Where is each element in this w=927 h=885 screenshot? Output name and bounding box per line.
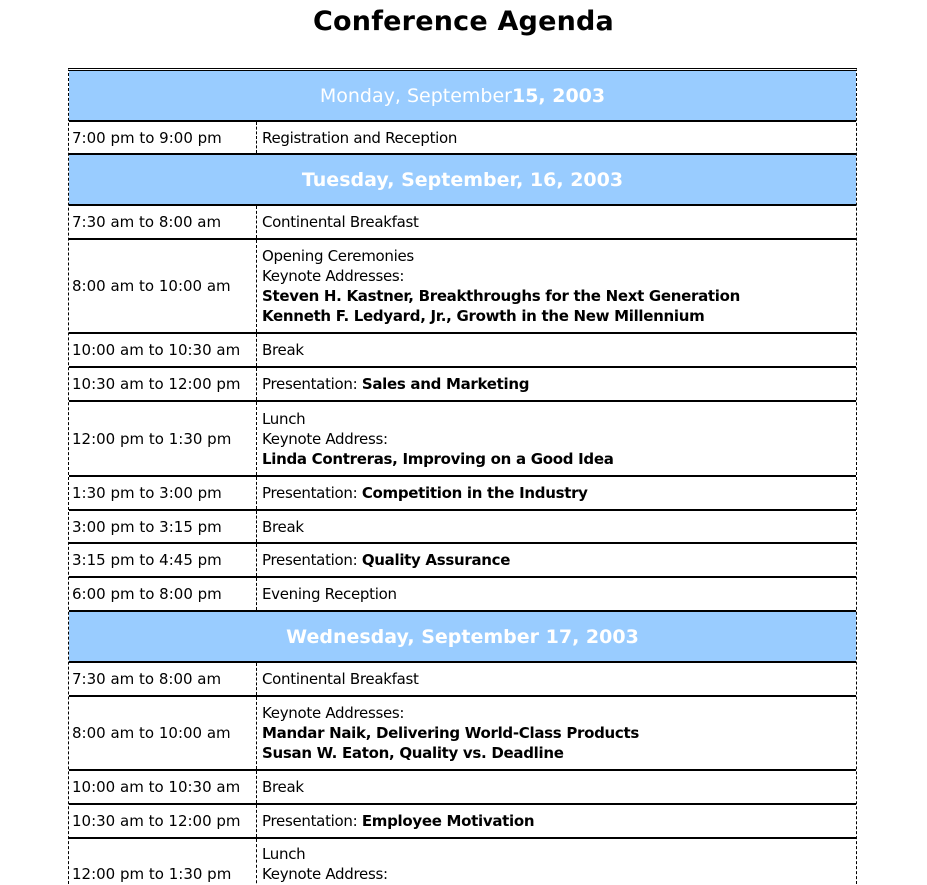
table-row — [69, 769, 856, 803]
session-line: Lunch — [262, 845, 306, 863]
session-line: Keynote Addresses: — [262, 704, 405, 722]
session-line: Keynote Address: — [262, 865, 388, 883]
session-line: Registration and Reception — [262, 128, 458, 147]
table-row — [69, 576, 856, 610]
session-line: Break — [262, 341, 304, 359]
session-description — [257, 663, 856, 695]
table-row — [69, 803, 856, 837]
session-description — [257, 805, 856, 837]
speaker-line: Susan W. Eaton, Quality vs. Deadline — [262, 744, 564, 762]
table-row — [69, 509, 856, 542]
table-row — [69, 475, 856, 509]
table-row — [69, 542, 856, 576]
session-description — [257, 839, 856, 885]
agenda-table — [68, 68, 857, 885]
day-heading-monday — [69, 71, 856, 120]
session-line: Presentation: Competition in the Industry — [262, 484, 588, 502]
session-line: Lunch — [262, 409, 306, 428]
session-line: Opening Ceremonies — [262, 247, 414, 265]
speaker-line: Mandar Naik, Delivering World-Class Products — [262, 724, 640, 742]
session-description — [257, 697, 856, 769]
session-description — [257, 122, 856, 153]
session-time: 1:30 pm to 3:00 pm — [69, 477, 257, 509]
day-heading-bold: 15, 2003 — [511, 84, 606, 107]
session-line: Presentation: Employee Motivation — [262, 812, 535, 830]
speaker-line: Linda Contreras, Improving on a Good Idea — [262, 449, 614, 468]
table-row — [69, 400, 856, 475]
session-line: Keynote Address: — [262, 429, 388, 448]
session-line: Continental Breakfast — [262, 213, 419, 231]
session-line: Continental Breakfast — [262, 670, 419, 688]
day-heading-wednesday: Wednesday, September 17, 2003 — [69, 610, 856, 661]
session-description — [257, 578, 856, 610]
table-row — [69, 238, 856, 332]
session-description — [257, 544, 856, 576]
session-time: 12:00 pm to 1:30 pm — [69, 839, 257, 885]
table-row — [69, 366, 856, 400]
table-row — [69, 120, 856, 153]
day-heading-plain: Monday, September — [319, 84, 512, 107]
session-time: 10:00 am to 10:30 am — [69, 771, 257, 803]
session-description — [257, 511, 856, 542]
session-line: Evening Reception — [262, 585, 397, 603]
table-row — [69, 695, 856, 769]
speaker-line: Steven H. Kastner, Breakthroughs for the Next Generation — [262, 287, 741, 305]
session-line: Presentation: Quality Assurance — [262, 551, 511, 569]
session-time: 3:15 pm to 4:45 pm — [69, 544, 257, 576]
table-row — [69, 204, 856, 238]
session-time: 10:30 am to 12:00 pm — [69, 805, 257, 837]
session-description — [257, 240, 856, 332]
session-line: Keynote Addresses: — [262, 267, 405, 285]
table-row — [69, 661, 856, 695]
page-title: Conference Agenda — [313, 6, 614, 37]
session-description — [257, 402, 856, 475]
session-time: 8:00 am to 10:00 am — [69, 240, 257, 332]
session-description — [257, 334, 856, 366]
session-description — [257, 477, 856, 509]
table-row — [69, 332, 856, 366]
session-time: 7:30 am to 8:00 am — [69, 206, 257, 238]
session-description — [257, 368, 856, 400]
session-time: 6:00 pm to 8:00 pm — [69, 578, 257, 610]
session-description — [257, 206, 856, 238]
day-heading-tuesday: Tuesday, September, 16, 2003 — [69, 153, 856, 204]
session-time: 7:30 am to 8:00 am — [69, 663, 257, 695]
session-time: 3:00 pm to 3:15 pm — [69, 511, 257, 542]
session-time: 10:00 am to 10:30 am — [69, 334, 257, 366]
session-time: 12:00 pm to 1:30 pm — [69, 402, 257, 475]
speaker-line: Kenneth F. Ledyard, Jr., Growth in the New Millennium — [262, 307, 705, 325]
table-row — [69, 837, 856, 885]
session-line: Presentation: Sales and Marketing — [262, 375, 530, 393]
session-time: 8:00 am to 10:00 am — [69, 697, 257, 769]
session-line: Break — [262, 517, 304, 536]
session-description — [257, 771, 856, 803]
session-time: 10:30 am to 12:00 pm — [69, 368, 257, 400]
session-line: Break — [262, 778, 304, 796]
session-time: 7:00 pm to 9:00 pm — [69, 122, 257, 153]
